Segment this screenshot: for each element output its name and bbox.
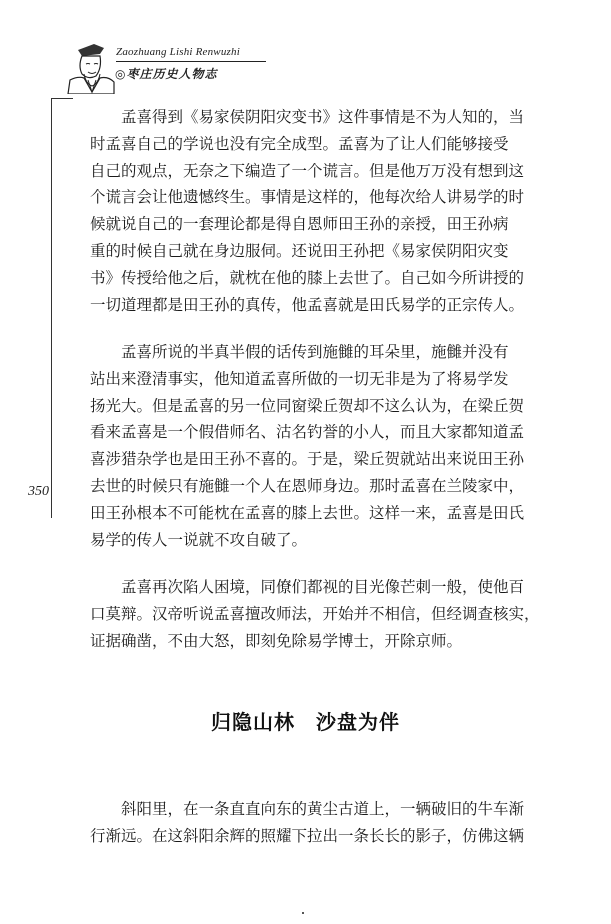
text-line: 去世的时候只有施雠一个人在恩师身边。那时孟喜在兰陵家中， bbox=[90, 476, 525, 495]
text-line: 重的时候自己就在身边服伺。还说田王孙把《易家侯阴阳灾变 bbox=[90, 241, 509, 260]
text-line: 行渐远。在这斜阳余辉的照耀下拉出一条长长的影子，仿佛这辆 bbox=[90, 826, 525, 845]
text-line: 站出来澄清事实，他知道孟喜所做的一切无非是为了将易学发 bbox=[90, 369, 509, 388]
text-line: 扬光大。但是孟喜的另一位同窗梁丘贺却不这么认为，在梁丘贺 bbox=[90, 396, 525, 415]
text-line: 自己的观点，无奈之下编造了一个谎言。但是他万万没有想到这 bbox=[90, 161, 525, 180]
text-line: 田王孙根本不可能枕在孟喜的膝上去世。这样一来，孟喜是田氏 bbox=[90, 503, 525, 522]
margin-rule-top bbox=[51, 98, 73, 99]
header-rule bbox=[116, 61, 266, 62]
text-line: 看来孟喜是一个假借师名、沽名钓誉的小人，而且大家都知道孟 bbox=[90, 423, 525, 442]
paragraph-2 bbox=[90, 339, 560, 553]
text-line: 易学的传人一说就不攻自破了。 bbox=[90, 530, 308, 549]
margin-rule bbox=[51, 98, 52, 518]
text-line: 候就说自己的一套理论都是得自恩师田王孙的亲授，田王孙病 bbox=[90, 215, 509, 234]
text-line: 口莫辩。汉帝听说孟喜擅改师法，开始并不相信，但经调查核实， bbox=[90, 604, 540, 623]
scan-mark bbox=[302, 912, 304, 914]
text-line: 孟喜再次陷人困境，同僚们都视的目光像芒刺一般，使他百 bbox=[90, 578, 525, 596]
header-title-chinese: ◎枣庄历史人物志 bbox=[115, 67, 218, 81]
header-title-english: Zaozhuang Lishi Renwuzhi bbox=[116, 46, 240, 58]
text-line: 一切道理都是田王孙的真传，他孟喜就是田氏易学的正宗传人。 bbox=[90, 295, 525, 314]
scholar-portrait-icon bbox=[64, 40, 116, 94]
text-line: 证据确凿，不由大怒，即刻免除易学博士，开除京师。 bbox=[90, 631, 463, 650]
text-line: 个谎言会让他遗憾终生。事情是这样的，他每次给人讲易学的时 bbox=[90, 188, 525, 207]
text-line: 书》传授给他之后，就枕在他的膝上去世了。自己如今所讲授的 bbox=[90, 268, 525, 287]
text-line: 喜涉猎杂学也是田王孙不喜的。于是，梁丘贺就站出来说田王孙 bbox=[90, 450, 525, 469]
text-line: 孟喜得到《易家侯阴阳灾变书》这件事情是不为人知的，当 bbox=[90, 108, 525, 126]
text-line: 孟喜所说的半真半假的话传到施雠的耳朵里，施雠并没有 bbox=[90, 343, 509, 361]
page-number: 350 bbox=[28, 484, 49, 499]
text-line: 时孟喜自己的学说也没有完全成型。孟喜为了让人们能够接受 bbox=[90, 134, 509, 153]
paragraph-1 bbox=[90, 104, 560, 318]
text-line: 斜阳里，在一条直直向东的黄尘古道上，一辆破旧的牛车渐 bbox=[90, 800, 525, 818]
section-heading: 归隐山林 沙盘为伴 bbox=[211, 710, 400, 734]
paragraph-3 bbox=[90, 574, 560, 654]
paragraph-4 bbox=[90, 796, 560, 850]
